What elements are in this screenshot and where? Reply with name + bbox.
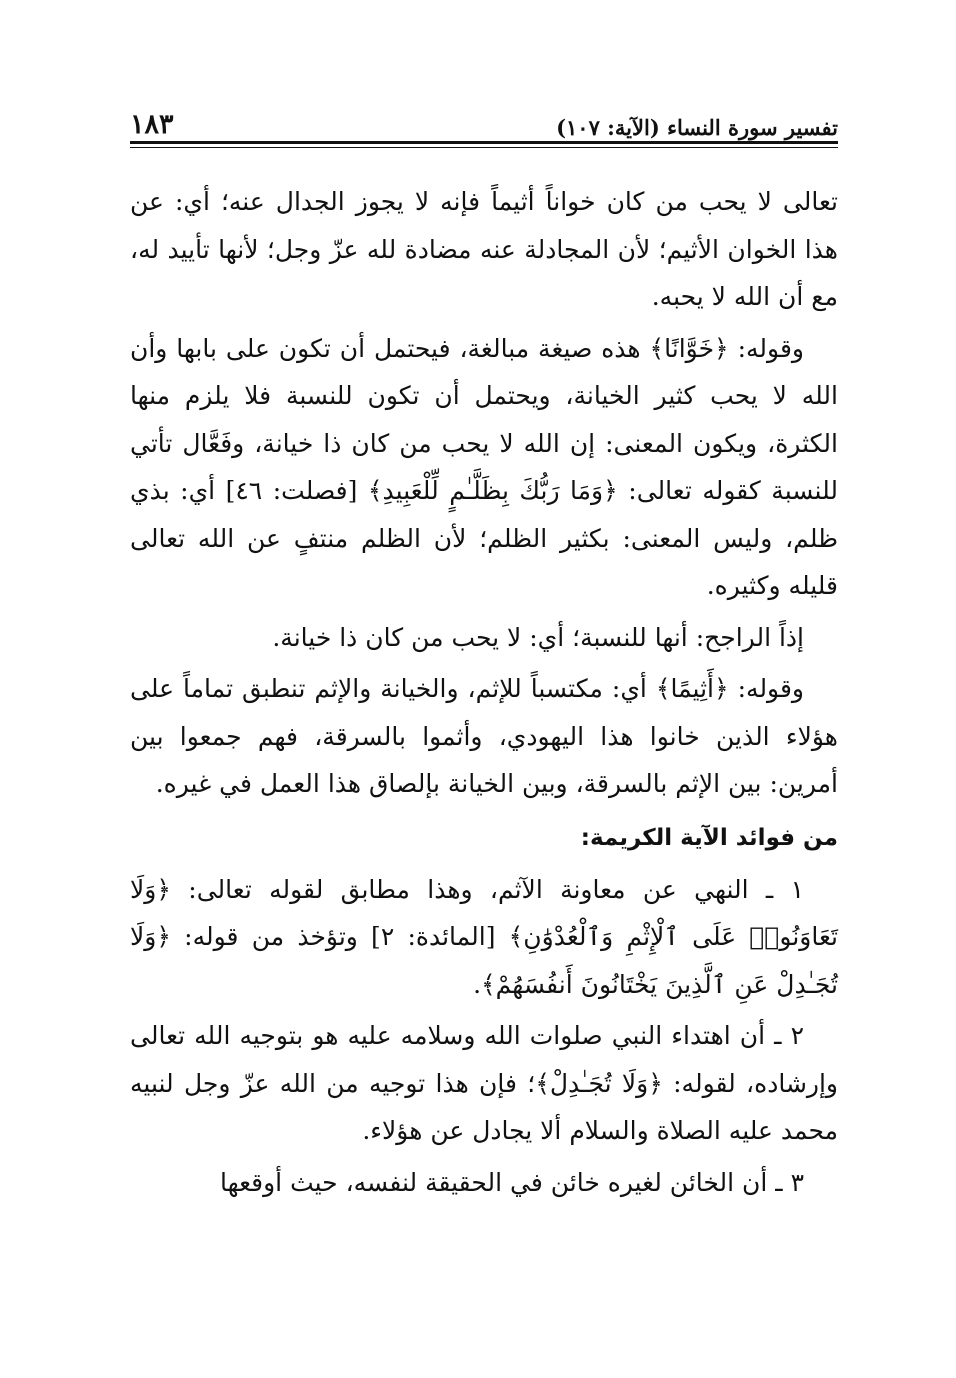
section-heading: من فوائد الآية الكريمة: [580, 824, 838, 851]
page-number: ١٨٣ [130, 109, 174, 140]
header-rule-thick [130, 141, 838, 144]
benefit-item: ١ ـ النهي عن معاونة الآثم، وهذا مطابق لقوله تعالى: ﴿وَلَا تَعَاوَنُوا۟ عَلَى ٱلْإِثْمِ وَٱلْعُدْوَٰنِ﴾ [المائدة: ٢] وتؤخذ من قوله: ﴿وَلَا تُجَـٰدِلْ عَنِ ٱلَّذِينَ يَخْتَانُونَ أَنفُسَهُمْ﴾. [130, 874, 838, 999]
page-header [130, 104, 838, 140]
paragraph: تعالى لا يحب من كان خواناً أثيماً فإنه لا يجوز الجدال عنه؛ أي: عن هذا الخوان الأثيم؛ لأن المجادلة عنه مضادة لله عزّ وجل؛ لأنها تأييد له، مع أن الله لا يحبه. [130, 187, 838, 311]
paragraph: وقوله: ﴿أَثِيمًا﴾ أي: مكتسباً للإثم، والخيانة والإثم تنطبق تماماً على هؤلاء الذين خانوا هذا اليهودي، وأثموا بالسرقة، فهم جمعوا بين أمرين: بين الإثم بالسرقة، وبين الخيانة بإلصاق هذا العمل في غيره. [130, 674, 838, 798]
running-title: تفسير سورة النساء (الآية: ١٠٧) [556, 115, 838, 140]
benefit-item: ٣ ـ أن الخائن لغيره خائن في الحقيقة لنفسه، حيث أوقعها [219, 1167, 804, 1197]
paragraph: وقوله: ﴿خَوَّانًا﴾ هذه صيغة مبالغة، فيحتمل أن تكون على بابها وأن الله لا يحب كثير الخيانة، ويحتمل أن تكون للنسبة فلا يلزم منها الكثرة، ويكون المعنى: إن الله لا يحب من كان ذا خيانة، وفَعَّال تأتي للنسبة كقوله تعالى: ﴿وَمَا رَبُّكَ بِظَلَّـٰمٍ لِّلْعَبِيدِ﴾ [فصلت: ٤٦] أي: بذي ظلم، وليس المعنى: بكثير الظلم؛ لأن الظلم منتفٍ عن الله تعالى قليله وكثيره. [130, 333, 838, 600]
header-rule-thin [130, 147, 838, 148]
benefit-item: ٢ ـ أن اهتداء النبي صلوات الله وسلامه عليه هو بتوجيه الله تعالى وإرشاده، لقوله: ﴿وَلَا تُجَـٰدِلْ﴾؛ فإن هذا توجيه من الله عزّ وجل لنبيه محمد عليه الصلاة والسلام ألا يجادل عن هؤلاء. [130, 1021, 838, 1145]
paragraph: إذاً الراجح: أنها للنسبة؛ أي: لا يحب من كان ذا خيانة. [272, 622, 804, 652]
page-body [130, 178, 838, 1210]
